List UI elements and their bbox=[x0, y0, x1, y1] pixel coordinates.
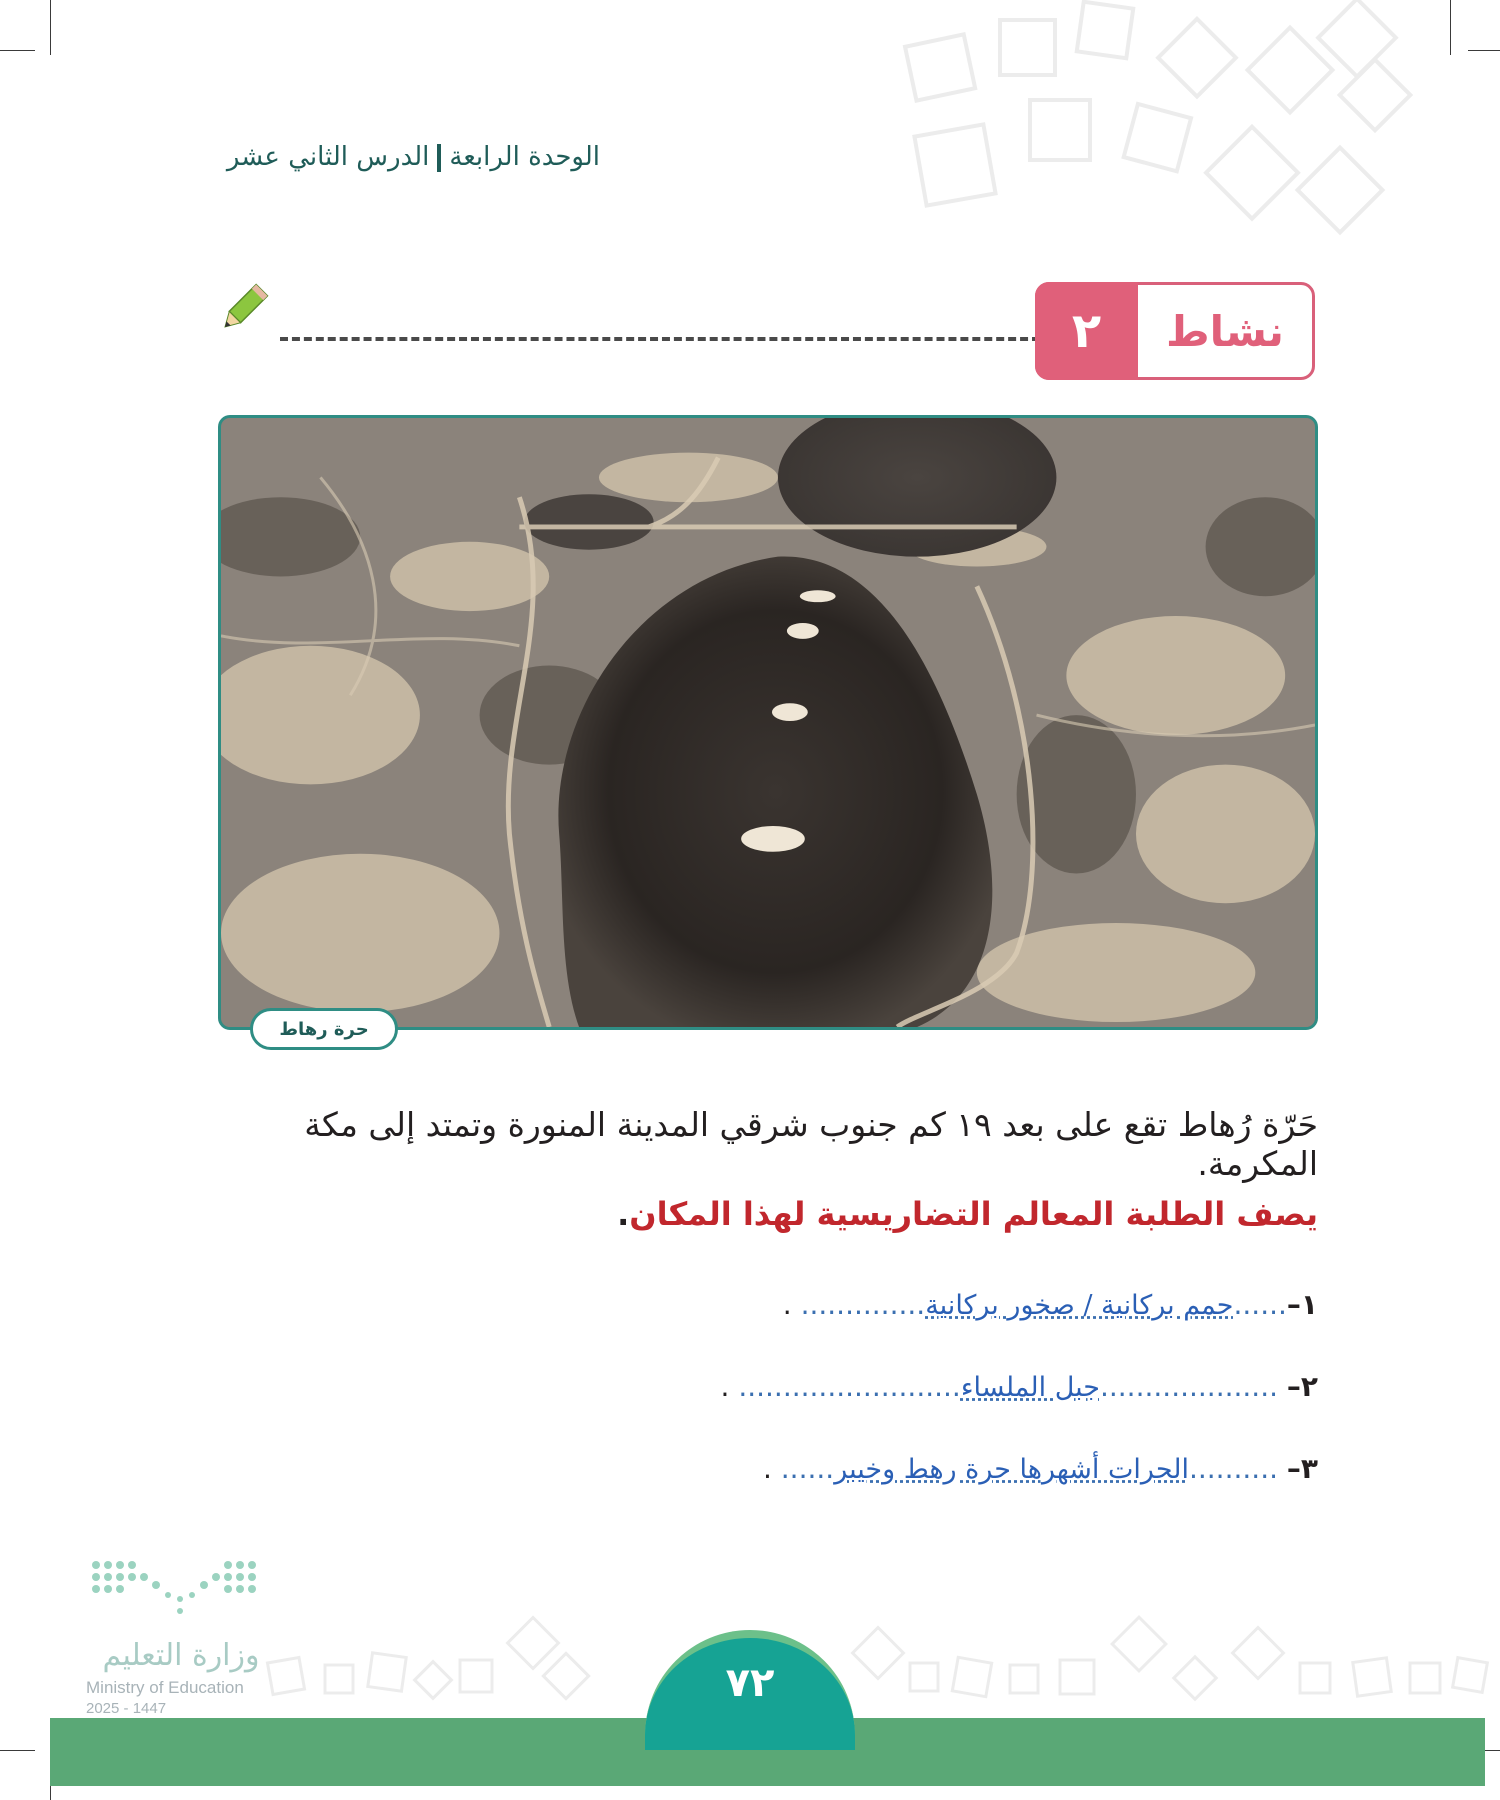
crop-mark bbox=[0, 1750, 35, 1751]
activity-number: ٢ bbox=[1035, 282, 1138, 380]
answer-number: ٢– bbox=[1286, 1370, 1318, 1403]
answer-text: الحرات أشهرها حرة رهط وخيبر bbox=[834, 1454, 1189, 1485]
volcanic-field-photo bbox=[218, 415, 1318, 1030]
answer-lead-dots: .......... bbox=[1188, 1452, 1278, 1485]
lesson-title: الدرس الثاني عشر bbox=[226, 142, 430, 172]
answer-number: ١– bbox=[1286, 1288, 1318, 1321]
description-paragraph: حَرّة رُهاط تقع على بعد ١٩ كم جنوب شرقي المدينة المنورة وتمتد إلى مكة المكرمة. bbox=[304, 1105, 1318, 1183]
decorative-pattern-top bbox=[880, 0, 1440, 280]
answer-trail-dots: ...... bbox=[780, 1452, 835, 1485]
answer-number: ٣– bbox=[1286, 1452, 1318, 1485]
answer-trail-dots: ......................... bbox=[738, 1370, 961, 1403]
ministry-name-arabic: وزارة التعليم bbox=[102, 1638, 260, 1673]
prompt-end: . bbox=[617, 1195, 630, 1233]
dashed-divider bbox=[280, 337, 1040, 341]
crop-mark bbox=[50, 0, 51, 55]
answer-text: جبل الملساء bbox=[960, 1372, 1100, 1403]
activity-label: نشاط bbox=[1166, 306, 1284, 356]
answer-end: . bbox=[782, 1288, 792, 1321]
activity-prompt bbox=[218, 1195, 1318, 1233]
header-separator bbox=[437, 144, 441, 172]
decorative-pattern-bottom bbox=[250, 1605, 1500, 1715]
crop-mark bbox=[1450, 0, 1451, 55]
answer-lead-dots: ...... bbox=[1233, 1288, 1287, 1321]
answer-trail-dots: .............. bbox=[800, 1288, 926, 1321]
answer-end: . bbox=[720, 1370, 730, 1403]
photo-caption: حرة رهاط bbox=[250, 1008, 398, 1050]
answer-row bbox=[618, 1452, 1318, 1485]
prompt-text: يصف الطلبة المعالم التضاريسية لهذا المكان bbox=[629, 1195, 1318, 1233]
page-number: ٧٢ bbox=[725, 1660, 775, 1706]
unit-lesson-header bbox=[227, 142, 600, 172]
crop-mark bbox=[1468, 50, 1500, 51]
pencil-icon bbox=[212, 280, 272, 340]
ministry-name-english: Ministry of Education bbox=[86, 1678, 244, 1697]
ministry-year: 2025 - 1447 bbox=[86, 1700, 167, 1717]
answer-row bbox=[618, 1288, 1318, 1321]
answer-lead-dots: .................... bbox=[1099, 1370, 1278, 1403]
crop-mark bbox=[0, 50, 35, 51]
unit-title: الوحدة الرابعة bbox=[449, 142, 600, 172]
answer-end: . bbox=[762, 1452, 772, 1485]
answer-row bbox=[618, 1370, 1318, 1403]
answer-text: حمم بركانية / صخور بركانية bbox=[925, 1290, 1234, 1321]
